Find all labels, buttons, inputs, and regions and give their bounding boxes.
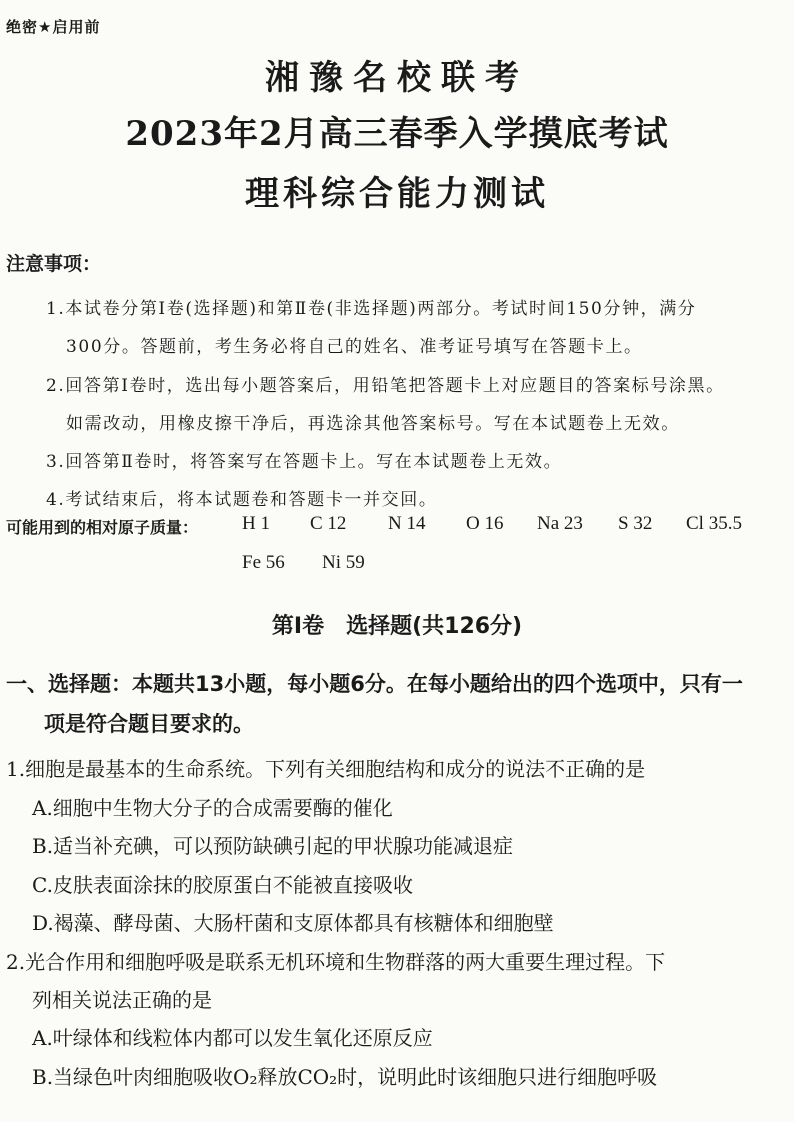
question-stem-cont: 列相关说法正确的是 — [32, 988, 212, 1012]
note-line: 3.回答第Ⅱ卷时，将答案写在答题卡上。写在本试题卷上无效。 — [46, 452, 563, 472]
atomic-mass-value: Ni 59 — [322, 552, 365, 573]
question-option: A.叶绿体和线粒体内都可以发生氧化还原反应 — [32, 1026, 433, 1050]
exam-title-line3: 理科综合能力测试 — [245, 174, 549, 214]
question-stem: 2.光合作用和细胞呼吸是联系无机环境和生物群落的两大重要生理过程。下 — [6, 950, 666, 974]
atomic-mass-value: S 32 — [618, 513, 653, 534]
atomic-mass-label: 可能用到的相对原子质量： — [6, 518, 199, 537]
section-heading: 一、选择题：本题共13小题，每小题6分。在每小题给出的四个选项中，只有一 — [6, 672, 743, 696]
note-line: 300分。答题前，考生务必将自己的姓名、准考证号填写在答题卡上。 — [66, 337, 643, 357]
question-stem: 1.细胞是最基本的生命系统。下列有关细胞结构和成分的说法不正确的是 — [6, 757, 646, 781]
note-line: 4.考试结束后，将本试题卷和答题卡一并交回。 — [46, 490, 438, 510]
question-option: B.适当补充碘，可以预防缺碘引起的甲状腺功能减退症 — [32, 834, 514, 858]
question-option: C.皮肤表面涂抹的胶原蛋白不能被直接吸收 — [32, 873, 413, 897]
note-line: 如需改动，用橡皮擦干净后，再选涂其他答案标号。写在本试题卷上无效。 — [66, 414, 680, 434]
volume-title: 第Ⅰ卷 选择题(共126分) — [271, 614, 523, 639]
atomic-mass-value: Cl 35.5 — [686, 513, 742, 534]
atomic-mass-value: N 14 — [388, 513, 426, 534]
note-line: 2.回答第Ⅰ卷时，选出每小题答案后，用铅笔把答题卡上对应题目的答案标号涂黑。 — [46, 376, 725, 396]
note-line: 1.本试卷分第Ⅰ卷(选择题)和第Ⅱ卷(非选择题)两部分。考试时间150分钟，满分 — [46, 299, 697, 319]
notes-heading: 注意事项： — [6, 253, 102, 275]
question-option: A.细胞中生物大分子的合成需要酶的催化 — [32, 796, 393, 820]
atomic-mass-value: Na 23 — [537, 513, 583, 534]
question-option: B.当绿色叶肉细胞吸收O₂释放CO₂时，说明此时该细胞只进行细胞呼吸 — [32, 1065, 658, 1089]
exam-title-line2: 2023年2月高三春季入学摸底考试 — [125, 114, 669, 154]
section-heading-cont: 项是符合题目要求的。 — [44, 712, 254, 736]
atomic-mass-value: C 12 — [310, 513, 347, 534]
exam-title-line1: 湘豫名校联考 — [265, 58, 529, 98]
atomic-mass-value: H 1 — [242, 513, 270, 534]
atomic-mass-value: Fe 56 — [242, 552, 285, 573]
confidential-mark: 绝密★启用前 — [6, 18, 101, 36]
atomic-mass-value: O 16 — [466, 513, 504, 534]
question-option: D.褐藻、酵母菌、大肠杆菌和支原体都具有核糖体和细胞壁 — [32, 911, 554, 935]
